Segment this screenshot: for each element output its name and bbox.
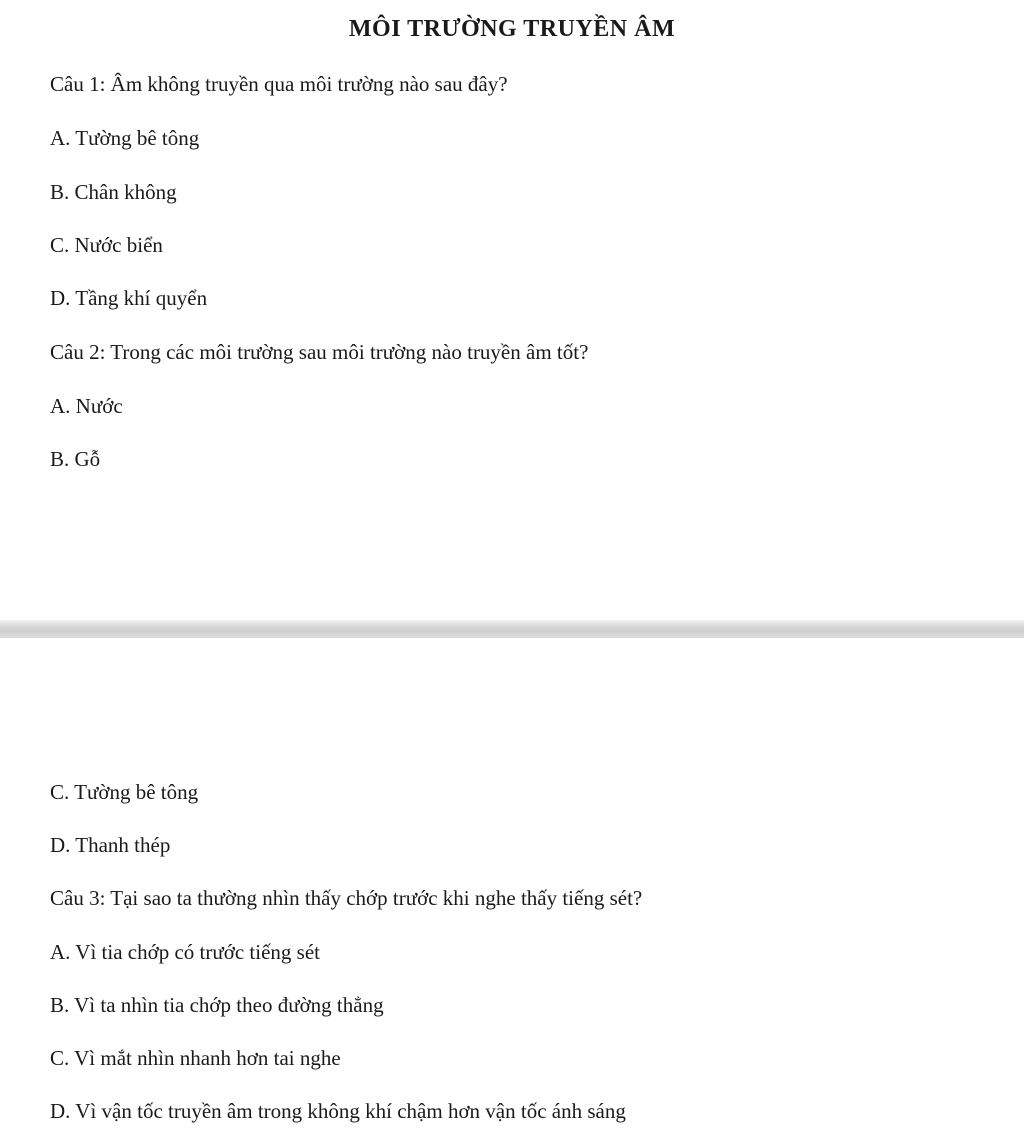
q2-option-d: D. Thanh thép xyxy=(50,833,171,857)
q1-option-a: A. Tường bê tông xyxy=(50,126,200,150)
page-break xyxy=(0,620,1024,638)
question-2: Câu 2: Trong các môi trường sau môi trường nào truyền âm tốt? xyxy=(50,340,589,364)
page-2 xyxy=(0,638,1024,1140)
q3-option-d: D. Vì vận tốc truyền âm trong không khí chậm hơn vận tốc ánh sáng xyxy=(50,1099,626,1123)
question-1: Câu 1: Âm không truyền qua môi trường nào sau đây? xyxy=(50,72,508,96)
q2-option-b: B. Gỗ xyxy=(50,447,101,471)
q3-option-b: B. Vì ta nhìn tia chớp theo đường thẳng xyxy=(50,993,384,1017)
question-3: Câu 3: Tại sao ta thường nhìn thấy chớp trước khi nghe thấy tiếng sét? xyxy=(50,886,643,910)
q1-option-d: D. Tầng khí quyển xyxy=(50,286,208,310)
document-title: MÔI TRƯỜNG TRUYỀN ÂM xyxy=(348,16,676,42)
q2-option-c: C. Tường bê tông xyxy=(50,780,199,804)
q1-option-b: B. Chân không xyxy=(50,180,177,204)
q3-option-a: A. Vì tia chớp có trước tiếng sét xyxy=(50,940,320,964)
q2-option-a: A. Nước xyxy=(50,394,123,418)
q1-option-c: C. Nước biển xyxy=(50,233,163,257)
q3-option-c: C. Vì mắt nhìn nhanh hơn tai nghe xyxy=(50,1046,341,1070)
